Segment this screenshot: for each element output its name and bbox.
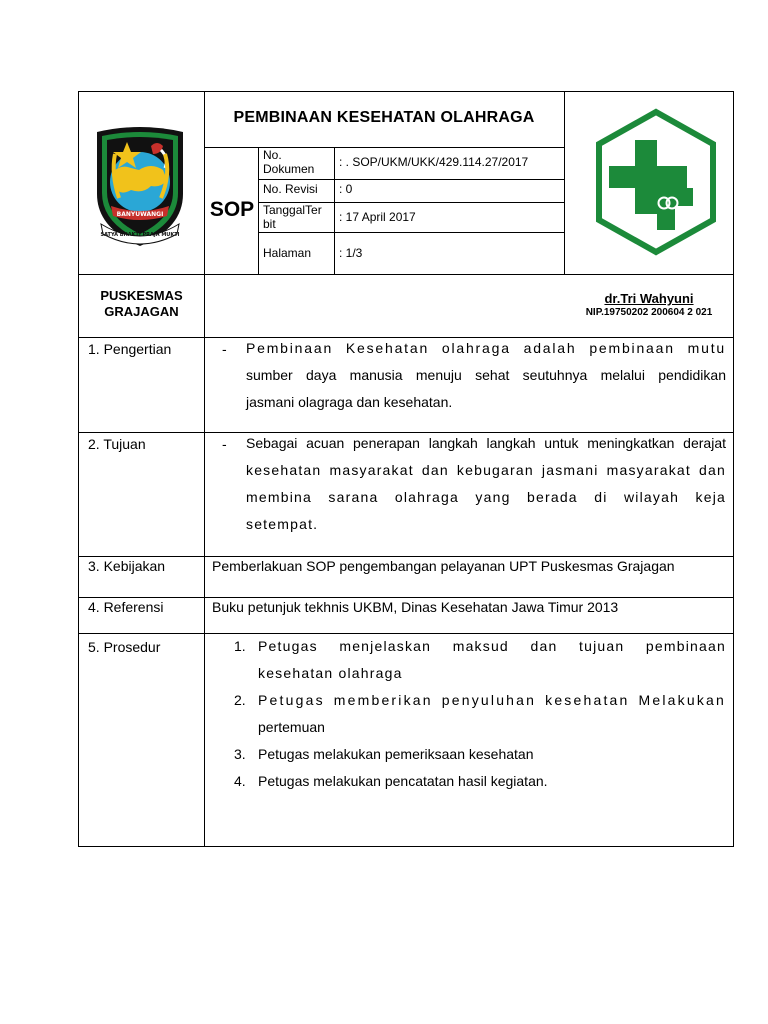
meta-value-page: : 1/3 [339,246,363,260]
text-line: kesehatan masyarakat dan kebugaran jasmani masyarakat dan [246,462,726,478]
list-item-number: 1. [234,638,246,654]
list-item [234,687,726,741]
section-text-referensi: Buku petunjuk tekhnis UKBM, Dinas Kesehatan Jawa Timur 2013 [212,599,619,615]
section-label-tujuan: 2. Tujuan [88,436,146,452]
meta-row-divider [258,232,564,233]
section-text-tujuan [246,430,726,538]
bullet-dash: - [222,341,227,357]
text-line: kesehatan olahraga [258,665,403,681]
text-line: Petugas melakukan pemeriksaan kesehatan [258,746,534,762]
meta-label-page: Halaman [263,246,312,260]
list-item-number: 3. [234,746,246,762]
text-line: Petugas menjelaskan maksud dan tujuan pembinaan [258,638,726,654]
organization-name-line: GRAJAGAN [104,304,179,319]
list-item [234,741,726,768]
meta-value-document-number: : . SOP/UKM/UKK/429.114.27/2017 [339,155,529,169]
text-line: pertemuan [258,719,325,735]
section-text-kebijakan: Pemberlakuan SOP pengembangan pelayanan UPT Puskesmas Grajagan [212,558,675,574]
row-divider [79,556,733,557]
meta-value-revision: : 0 [339,182,353,196]
column-divider [204,92,205,847]
puskesmas-cross-logo-icon [593,108,719,258]
section-label-prosedur: 5. Prosedur [88,639,161,655]
sop-label-divider [258,147,259,274]
meta-value-issue-date: : 17 April 2017 [339,210,416,224]
row-divider [79,597,733,598]
emblem-banner-text: BANYUWANGI [116,211,164,218]
text-line: membina sarana olahraga yang berada di wilayah keja [246,489,726,505]
section-label-kebijakan: 3. Kebijakan [88,558,166,574]
meta-row-divider [258,179,564,180]
list-item-number: 2. [234,692,246,708]
document-title: PEMBINAAN KESEHATAN OLAHRAGA [233,109,535,126]
meta-label-issue-date: TanggalTer bit [263,203,322,231]
banyuwangi-regency-emblem-icon [91,124,189,250]
signer-nip: NIP.19750202 200604 2 021 [585,307,713,318]
section-label-referensi: 4. Referensi [88,599,164,615]
organization-name [79,288,204,320]
list-item-number: 4. [234,773,246,789]
text-line: Petugas melakukan pencatatan hasil kegiatan. [258,773,548,789]
text-line: Sebagai acuan penerapan langkah langkah untuk meningkatkan derajat [246,435,726,451]
list-item [234,633,726,687]
row-divider [79,274,733,275]
text-line: Petugas memberikan penyuluhan kesehatan Melakukan [258,692,726,708]
section-label-pengertian: 1. Pengertian [88,341,172,357]
organization-name-line: PUSKESMAS [100,288,183,303]
list-item [234,768,726,795]
sop-document [78,91,734,847]
signer-name: dr.Tri Wahyuni [604,291,694,306]
emblem-motto-text: SATYA BHAKTI PRAJA MUKTI [100,232,180,238]
procedure-list [234,633,726,795]
text-line: setempat. [246,516,319,532]
sop-label: SOP [209,198,255,221]
meta-label-revision: No. Revisi [263,182,318,196]
section-text-pengertian [246,335,726,416]
meta-label-divider [334,147,335,274]
text-line: jasmani olagraga dan kesehatan. [246,394,453,410]
text-line: Pembinaan Kesehatan olahraga adalah pembinaan mutu [246,340,726,356]
meta-label-document-number: No. Dokumen [263,148,315,176]
text-line: sumber daya manusia menuju sehat seutuhnya melalui pendidikan [246,367,726,383]
bullet-dash: - [222,436,227,452]
header-right-divider [564,92,565,274]
